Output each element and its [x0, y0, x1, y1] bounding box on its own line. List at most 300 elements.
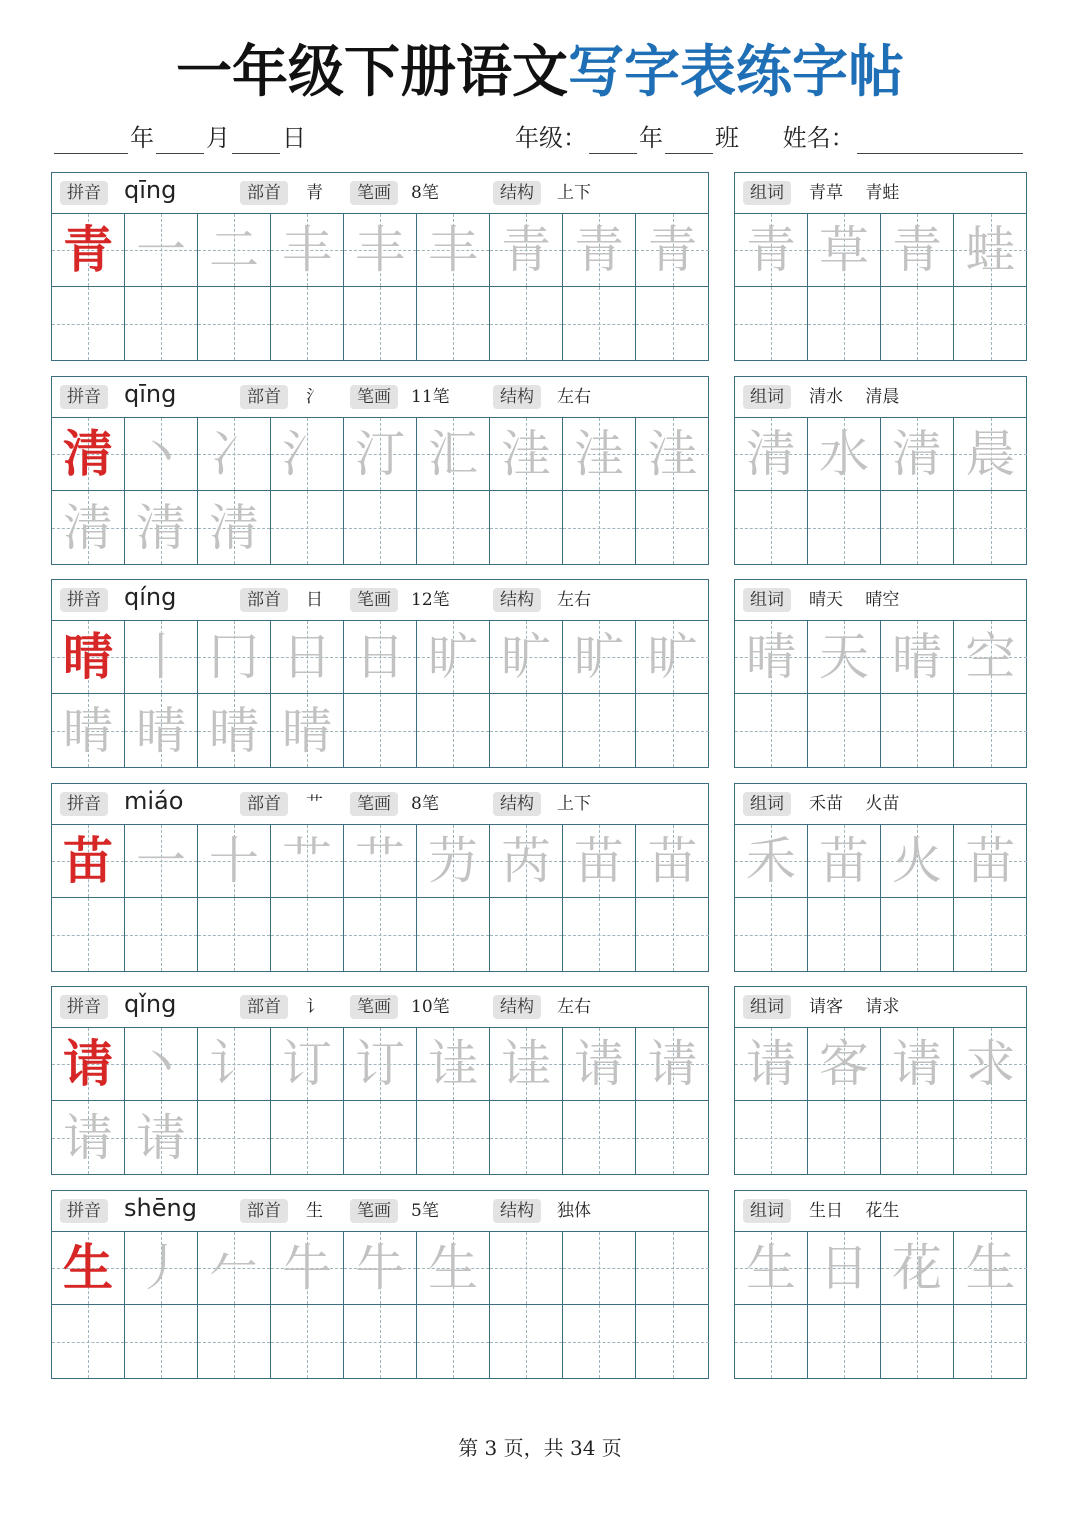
practice-cell[interactable]: [417, 1028, 490, 1101]
practice-cell[interactable]: [490, 491, 563, 564]
practice-cell[interactable]: [881, 491, 954, 564]
stroke-order-step: 订: [355, 1035, 405, 1093]
guide-line-vertical: [844, 491, 845, 564]
structure-tag: 结构: [493, 995, 541, 1019]
grade-line: [515, 122, 1025, 156]
practice-cell[interactable]: [417, 491, 490, 564]
practice-cell[interactable]: [198, 694, 271, 767]
practice-cell[interactable]: [954, 825, 1027, 898]
practice-cell[interactable]: [881, 1101, 954, 1174]
practice-cell[interactable]: [344, 898, 417, 971]
practice-cell[interactable]: [52, 1028, 125, 1101]
practice-cell[interactable]: [52, 214, 125, 287]
year-blank[interactable]: [54, 129, 128, 154]
practice-cell[interactable]: [881, 1305, 954, 1378]
practice-cell[interactable]: [808, 491, 881, 564]
practice-cell[interactable]: [954, 1305, 1027, 1378]
practice-cell[interactable]: [52, 287, 125, 360]
stroke-order-step: 晴: [282, 701, 332, 760]
pinyin-value: qīng: [124, 380, 177, 408]
practice-cell[interactable]: [735, 287, 808, 360]
radical-tag: 部首: [240, 181, 288, 205]
guide-line-vertical: [234, 287, 235, 360]
practice-cell[interactable]: [954, 1232, 1027, 1305]
practice-cell[interactable]: [344, 491, 417, 564]
practice-cell[interactable]: [417, 1101, 490, 1174]
structure-value: 上下: [557, 794, 591, 814]
practice-cell[interactable]: [198, 287, 271, 360]
practice-cell[interactable]: [490, 214, 563, 287]
word-character: 求: [965, 1035, 1016, 1093]
practice-cell[interactable]: [271, 1232, 344, 1305]
stroke-order-step: 青: [647, 221, 698, 279]
practice-cell[interactable]: [125, 214, 198, 287]
practice-cell[interactable]: [52, 621, 125, 694]
word-card-header: [735, 987, 1026, 1028]
practice-cell[interactable]: [271, 898, 344, 971]
practice-cell[interactable]: [954, 1028, 1027, 1101]
practice-cell[interactable]: [198, 214, 271, 287]
word-character: 清: [892, 425, 942, 483]
stroke-order-step: 洼: [574, 425, 624, 483]
practice-cell[interactable]: [735, 1028, 808, 1101]
char-card-header: [52, 580, 708, 621]
stroke-order-step: 二: [209, 221, 259, 279]
guide-line-vertical: [380, 1101, 381, 1174]
practice-cell[interactable]: [198, 825, 271, 898]
grade-blank[interactable]: [589, 129, 637, 154]
practice-cell[interactable]: [344, 621, 417, 694]
practice-cell[interactable]: [344, 694, 417, 767]
strokes-tag: 笔画: [350, 181, 398, 205]
pinyin-tag: 拼音: [60, 385, 108, 409]
practice-cell[interactable]: [881, 214, 954, 287]
practice-cell[interactable]: [735, 491, 808, 564]
practice-cell[interactable]: [808, 1305, 881, 1378]
strokes-tag: 笔画: [350, 792, 398, 816]
stroke-order-step: 订: [282, 1035, 332, 1093]
practice-cell[interactable]: [490, 1232, 563, 1305]
word-character: 请: [892, 1035, 942, 1093]
word-card: [734, 783, 1027, 972]
stroke-order-step: 丨: [136, 628, 186, 686]
guide-line-vertical: [673, 1305, 674, 1378]
practice-cell[interactable]: [954, 418, 1027, 491]
practice-cell[interactable]: [808, 418, 881, 491]
guide-line-vertical: [673, 1101, 674, 1174]
practice-cell[interactable]: [344, 214, 417, 287]
practice-cell[interactable]: [563, 825, 636, 898]
practice-cell[interactable]: [125, 694, 198, 767]
char-card-header: [52, 784, 708, 825]
day-blank[interactable]: [232, 129, 280, 154]
practice-cell[interactable]: [417, 418, 490, 491]
practice-cell[interactable]: [417, 898, 490, 971]
word-character: 日: [819, 1239, 869, 1297]
practice-cell[interactable]: [52, 491, 125, 564]
practice-cell[interactable]: [954, 694, 1027, 767]
word-character: 客: [819, 1035, 869, 1093]
word-character: 晴: [746, 628, 796, 686]
practice-cell[interactable]: [881, 1028, 954, 1101]
radical-tag: 部首: [240, 588, 288, 612]
stroke-order-step: 请: [136, 1108, 186, 1167]
practice-cell[interactable]: [125, 825, 198, 898]
practice-cell[interactable]: [563, 1232, 636, 1305]
practice-cell[interactable]: [52, 418, 125, 491]
stroke-order-step: 冂: [209, 628, 259, 686]
practice-cell[interactable]: [636, 1101, 709, 1174]
class-label: 班: [715, 124, 739, 152]
practice-cell[interactable]: [198, 1028, 271, 1101]
practice-cell[interactable]: [735, 214, 808, 287]
practice-cell[interactable]: [344, 1232, 417, 1305]
stroke-order-step: 丶: [136, 1035, 186, 1093]
radical-value: 青: [306, 183, 323, 203]
practice-cell[interactable]: [490, 898, 563, 971]
practice-cell[interactable]: [563, 694, 636, 767]
practice-cell[interactable]: [271, 418, 344, 491]
practice-cell[interactable]: [954, 491, 1027, 564]
practice-cell[interactable]: [344, 418, 417, 491]
strokes-value: 8笔: [411, 183, 439, 203]
month-blank[interactable]: [156, 129, 204, 154]
word-card-header: [735, 580, 1026, 621]
practice-cell[interactable]: [563, 1028, 636, 1101]
practice-cell[interactable]: [735, 694, 808, 767]
practice-cell[interactable]: [563, 491, 636, 564]
model-character: 请: [63, 1034, 113, 1093]
title-part2: 写字表练字帖: [568, 40, 904, 105]
stroke-order-step: 请: [574, 1035, 624, 1093]
guide-line-vertical: [453, 694, 454, 767]
practice-cell[interactable]: [344, 825, 417, 898]
practice-cell[interactable]: [271, 1305, 344, 1378]
practice-cell[interactable]: [490, 1028, 563, 1101]
practice-cell[interactable]: [636, 418, 709, 491]
guide-line-vertical: [844, 694, 845, 767]
practice-cell[interactable]: [271, 1028, 344, 1101]
name-blank[interactable]: [857, 129, 1023, 154]
stroke-order-step: 丰: [282, 221, 332, 279]
grade-year-label: 年: [639, 124, 663, 152]
guide-line-vertical: [307, 491, 308, 564]
strokes-value: 11笔: [411, 387, 450, 407]
practice-cell[interactable]: [271, 621, 344, 694]
practice-cell[interactable]: [271, 287, 344, 360]
stroke-order-step: 𠂉: [209, 1239, 259, 1297]
stroke-order-step: 诖: [428, 1035, 478, 1093]
stroke-order-step: 一: [136, 832, 186, 890]
practice-cell[interactable]: [735, 1232, 808, 1305]
practice-cell[interactable]: [735, 1101, 808, 1174]
practice-cell[interactable]: [954, 214, 1027, 287]
practice-cell[interactable]: [490, 1305, 563, 1378]
stroke-order-step: 洼: [501, 425, 551, 483]
model-character: 苗: [63, 831, 113, 890]
guide-line-vertical: [453, 898, 454, 971]
guide-line-vertical: [526, 1232, 527, 1304]
words-value: 请客 请求: [809, 997, 900, 1017]
practice-cell[interactable]: [52, 825, 125, 898]
practice-cell[interactable]: [735, 825, 808, 898]
practice-cell[interactable]: [636, 825, 709, 898]
practice-cell[interactable]: [417, 1232, 490, 1305]
model-character: 清: [63, 424, 113, 483]
radical-value: 日: [306, 590, 323, 610]
practice-cell[interactable]: [344, 1305, 417, 1378]
practice-cell[interactable]: [954, 287, 1027, 360]
practice-cell[interactable]: [808, 214, 881, 287]
stroke-order-step: 诖: [501, 1035, 551, 1093]
practice-cell[interactable]: [52, 1232, 125, 1305]
practice-cell[interactable]: [198, 1305, 271, 1378]
practice-cell[interactable]: [198, 1232, 271, 1305]
structure-value: 左右: [557, 590, 591, 610]
guide-line-vertical: [380, 1305, 381, 1378]
practice-cell[interactable]: [490, 825, 563, 898]
guide-line-vertical: [380, 898, 381, 971]
practice-cell[interactable]: [417, 621, 490, 694]
practice-cell[interactable]: [198, 491, 271, 564]
month-label: 月: [206, 124, 230, 152]
guide-line-vertical: [917, 1101, 918, 1174]
practice-cell[interactable]: [636, 214, 709, 287]
practice-cell[interactable]: [271, 214, 344, 287]
practice-cell[interactable]: [563, 418, 636, 491]
practice-cell[interactable]: [417, 287, 490, 360]
stroke-order-step: 晴: [63, 701, 113, 760]
practice-cell[interactable]: [198, 898, 271, 971]
practice-cell[interactable]: [198, 1101, 271, 1174]
practice-cell[interactable]: [881, 621, 954, 694]
word-character: 空: [965, 628, 1016, 686]
word-card: [734, 376, 1027, 565]
stroke-order-step: 讠: [209, 1035, 259, 1093]
guide-line-vertical: [991, 1305, 992, 1378]
guide-line-vertical: [844, 898, 845, 971]
stroke-order-step: 清: [136, 498, 186, 557]
stroke-order-step: 艹: [282, 832, 332, 890]
word-card-header: [735, 377, 1026, 418]
words-tag: 组词: [743, 385, 791, 409]
practice-cell[interactable]: [563, 1305, 636, 1378]
stroke-order-step: 生: [428, 1239, 478, 1297]
structure-tag: 结构: [493, 792, 541, 816]
practice-cell[interactable]: [954, 621, 1027, 694]
words-tag: 组词: [743, 181, 791, 205]
practice-cell[interactable]: [808, 898, 881, 971]
guide-line-vertical: [599, 1305, 600, 1378]
practice-cell[interactable]: [417, 214, 490, 287]
practice-cell[interactable]: [735, 418, 808, 491]
word-character: 青: [892, 221, 942, 279]
word-character: 请: [746, 1035, 796, 1093]
practice-cell[interactable]: [490, 287, 563, 360]
practice-cell[interactable]: [271, 694, 344, 767]
radical-value: 讠: [306, 997, 323, 1017]
word-character: 天: [819, 628, 869, 686]
guide-line-vertical: [673, 694, 674, 767]
guide-line-vertical: [307, 898, 308, 971]
word-card-header: [735, 1191, 1026, 1232]
guide-line-vertical: [991, 491, 992, 564]
practice-cell[interactable]: [735, 898, 808, 971]
practice-cell[interactable]: [636, 694, 709, 767]
pinyin-value: qíng: [124, 583, 177, 611]
practice-cell[interactable]: [271, 825, 344, 898]
practice-cell[interactable]: [808, 825, 881, 898]
practice-cell[interactable]: [881, 825, 954, 898]
practice-cell[interactable]: [417, 694, 490, 767]
practice-cell[interactable]: [881, 898, 954, 971]
guide-line-vertical: [526, 1305, 527, 1378]
practice-cell[interactable]: [563, 621, 636, 694]
guide-line-vertical: [599, 1101, 600, 1174]
guide-line-vertical: [88, 898, 89, 971]
practice-cell[interactable]: [125, 898, 198, 971]
stroke-order-step: 旷: [574, 628, 624, 686]
guide-line-vertical: [771, 694, 772, 767]
practice-cell[interactable]: [271, 1101, 344, 1174]
practice-cell[interactable]: [881, 287, 954, 360]
practice-cell[interactable]: [735, 621, 808, 694]
radical-tag: 部首: [240, 385, 288, 409]
practice-cell[interactable]: [636, 287, 709, 360]
stroke-order-step: 丿: [136, 1239, 186, 1297]
char-card: [51, 376, 709, 565]
guide-line-vertical: [771, 491, 772, 564]
practice-cell[interactable]: [417, 1305, 490, 1378]
radical-value: 艹: [306, 794, 323, 814]
practice-cell[interactable]: [490, 418, 563, 491]
practice-cell[interactable]: [563, 898, 636, 971]
guide-line-vertical: [917, 694, 918, 767]
practice-cell[interactable]: [636, 621, 709, 694]
practice-cell[interactable]: [125, 287, 198, 360]
practice-cell[interactable]: [344, 1101, 417, 1174]
word-character: 火: [892, 832, 942, 890]
practice-cell[interactable]: [198, 621, 271, 694]
practice-cell[interactable]: [125, 1101, 198, 1174]
practice-cell[interactable]: [808, 1028, 881, 1101]
practice-cell[interactable]: [52, 1305, 125, 1378]
practice-cell[interactable]: [490, 1101, 563, 1174]
guide-line-vertical: [380, 287, 381, 360]
practice-cell[interactable]: [808, 1101, 881, 1174]
guide-line-vertical: [234, 1305, 235, 1378]
practice-cell[interactable]: [636, 1028, 709, 1101]
guide-line-vertical: [307, 1305, 308, 1378]
guide-line-vertical: [991, 898, 992, 971]
practice-cell[interactable]: [417, 825, 490, 898]
practice-cell[interactable]: [125, 1028, 198, 1101]
char-card-header: [52, 173, 708, 214]
practice-cell[interactable]: [52, 898, 125, 971]
char-card: [51, 986, 709, 1175]
practice-cell[interactable]: [636, 1305, 709, 1378]
stroke-order-step: 旷: [428, 628, 478, 686]
practice-cell[interactable]: [563, 214, 636, 287]
practice-cell[interactable]: [563, 287, 636, 360]
practice-cell[interactable]: [636, 1232, 709, 1305]
practice-cell[interactable]: [52, 694, 125, 767]
name-label: 姓名：: [782, 124, 855, 152]
char-card-header: [52, 987, 708, 1028]
word-character: 蛙: [965, 221, 1016, 279]
word-character: 草: [819, 221, 869, 279]
class-blank[interactable]: [665, 129, 713, 154]
practice-cell[interactable]: [271, 491, 344, 564]
practice-cell[interactable]: [954, 898, 1027, 971]
guide-line-vertical: [599, 898, 600, 971]
word-character: 苗: [965, 832, 1016, 890]
practice-cell[interactable]: [198, 418, 271, 491]
practice-cell[interactable]: [125, 1232, 198, 1305]
strokes-tag: 笔画: [350, 995, 398, 1019]
page-footer: 第 3 页，共 34 页: [458, 1436, 622, 1460]
practice-cell[interactable]: [52, 1101, 125, 1174]
guide-line-vertical: [599, 694, 600, 767]
words-value: 禾苗 火苗: [809, 794, 900, 814]
guide-line-vertical: [307, 1101, 308, 1174]
strokes-value: 10笔: [411, 997, 450, 1017]
pinyin-tag: 拼音: [60, 995, 108, 1019]
model-character: 晴: [63, 627, 113, 686]
guide-line-vertical: [88, 287, 89, 360]
practice-cell[interactable]: [125, 491, 198, 564]
guide-line-vertical: [380, 491, 381, 564]
practice-cell[interactable]: [881, 694, 954, 767]
guide-line-vertical: [844, 287, 845, 360]
guide-line-vertical: [453, 491, 454, 564]
practice-cell[interactable]: [125, 1305, 198, 1378]
practice-cell[interactable]: [881, 418, 954, 491]
practice-cell[interactable]: [490, 694, 563, 767]
words-tag: 组词: [743, 995, 791, 1019]
grade-label: 年级：: [515, 124, 587, 152]
date-line: [52, 122, 306, 156]
practice-cell[interactable]: [490, 621, 563, 694]
guide-line-vertical: [161, 898, 162, 971]
words-value: 青草 青蛙: [809, 183, 900, 203]
practice-cell[interactable]: [344, 1028, 417, 1101]
practice-cell[interactable]: [808, 694, 881, 767]
guide-line-vertical: [234, 1101, 235, 1174]
practice-cell[interactable]: [344, 287, 417, 360]
practice-cell[interactable]: [125, 418, 198, 491]
practice-cell[interactable]: [881, 1232, 954, 1305]
practice-cell[interactable]: [735, 1305, 808, 1378]
practice-cell[interactable]: [636, 491, 709, 564]
words-value: 晴天 晴空: [809, 590, 900, 610]
char-card: [51, 579, 709, 768]
guide-line-vertical: [917, 287, 918, 360]
practice-cell[interactable]: [636, 898, 709, 971]
practice-cell[interactable]: [808, 287, 881, 360]
guide-line-vertical: [599, 1232, 600, 1304]
words-value: 清水 清晨: [809, 387, 900, 407]
practice-cell[interactable]: [125, 621, 198, 694]
practice-cell[interactable]: [808, 1232, 881, 1305]
char-card: [51, 172, 709, 361]
practice-cell[interactable]: [954, 1101, 1027, 1174]
guide-line-vertical: [526, 287, 527, 360]
practice-cell[interactable]: [563, 1101, 636, 1174]
practice-cell[interactable]: [808, 621, 881, 694]
guide-line-vertical: [307, 287, 308, 360]
structure-tag: 结构: [493, 181, 541, 205]
